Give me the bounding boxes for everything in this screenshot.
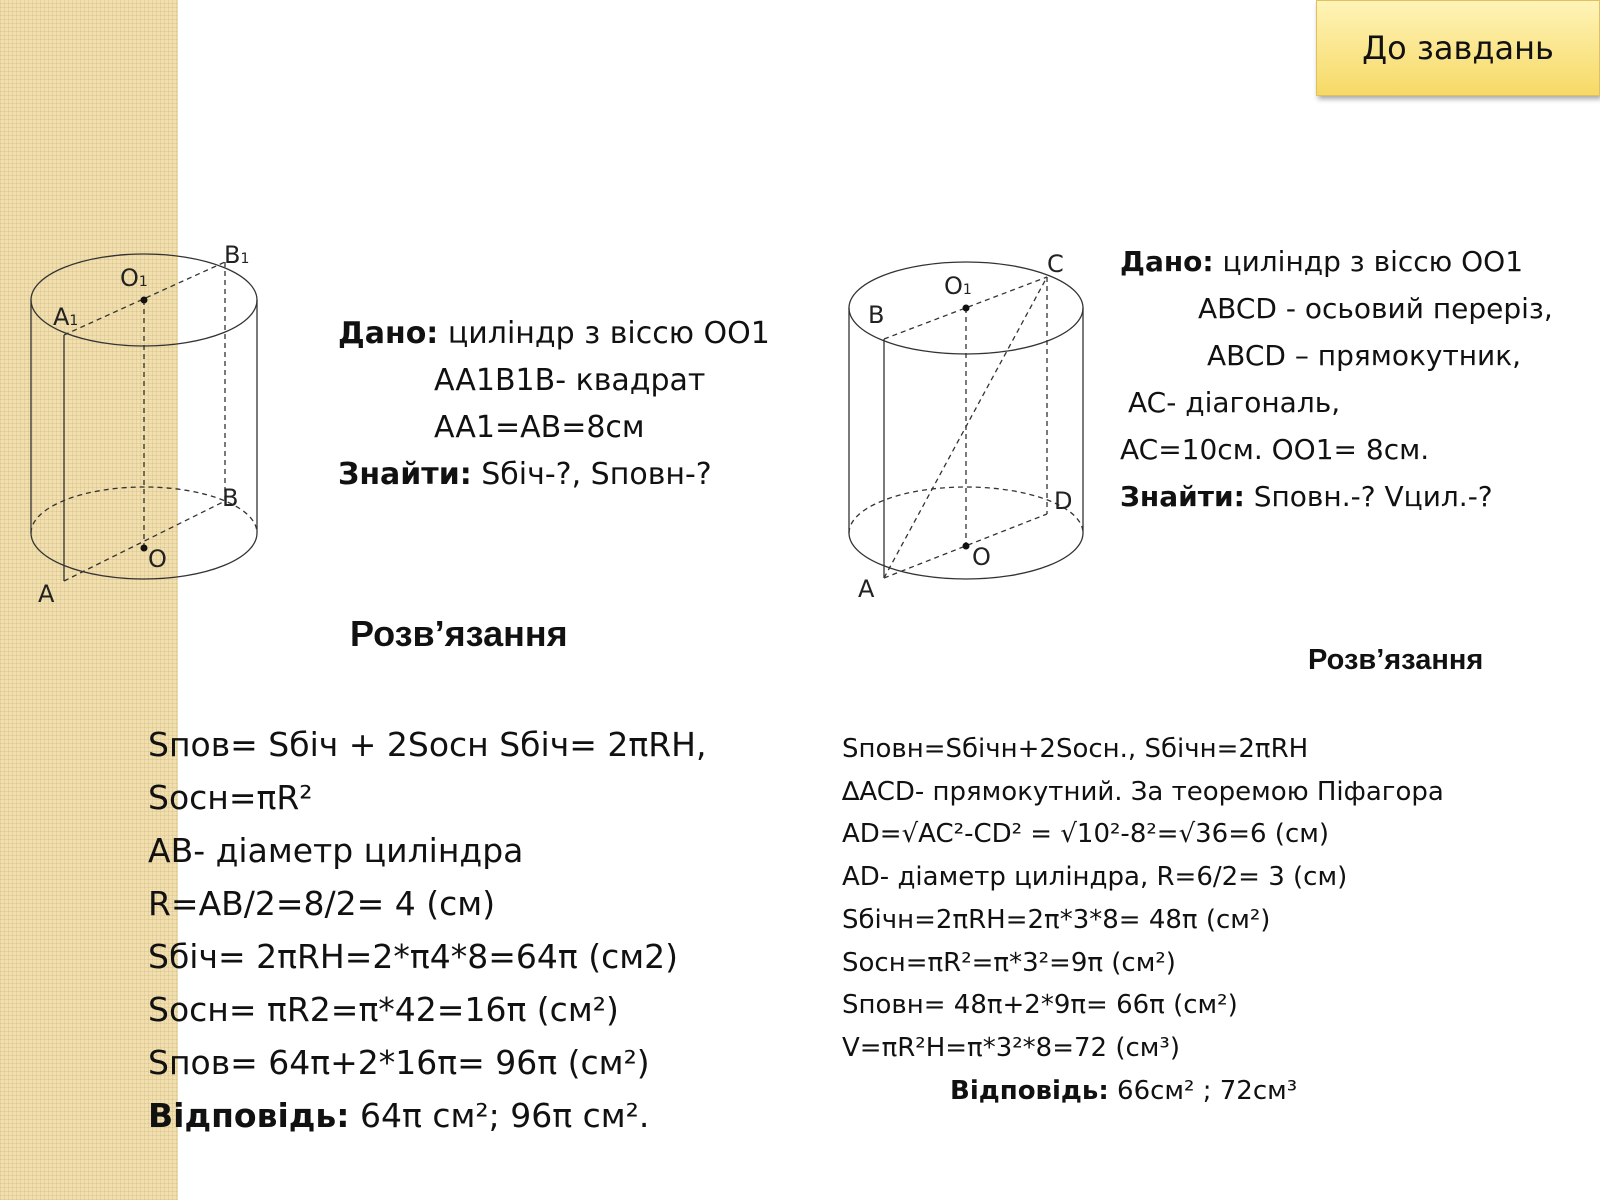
svg-text:O1: O1 [120,264,148,292]
solution-line: V=πR²H=π*3²*8=72 (см³) [842,1032,1180,1063]
label-b: B [222,484,239,512]
label-b1: B [224,241,241,269]
label-a: A [38,580,55,608]
to-tasks-button[interactable]: До завдань [1316,0,1600,96]
answer-line: Відповідь: 64π см²; 96π см². [148,1096,650,1135]
label-c: C [1047,250,1064,278]
label-a1: A [53,303,70,331]
answer-line: Відповідь: 66см² ; 72см³ [950,1075,1298,1106]
solution-line: R=AB/2=8/2= 4 (см) [148,884,496,923]
diagonal-ac [884,277,1047,578]
solution-line: Sбічн=2πRH=2π*3*8= 48π (см²) [842,904,1271,935]
given-line-5: AC=10см. OO1= 8см. [1120,433,1430,466]
cylinder-figure-1 [0,240,300,610]
problem2-given: Дано: циліндр з віссю OO1 ABCD - осьовий переріз, ABCD – прямокутник, AC- діагональ, AC=10см. OO1= 8см. Знайти: Sповн.-? Vцил.-? [1120,245,1553,513]
label-o1: O [120,264,139,292]
find-label: Знайти: [338,457,472,492]
svg-text:O1: O1 [944,272,972,300]
problem1-given: Дано: циліндр з віссю OO1 AA1B1B- квадрат AA1=AB=8см Знайти: Sбіч-?, Sповн-? [338,316,770,492]
given-line-3: ABCD – прямокутник, [1207,339,1522,372]
given-label: Дано: [1120,245,1214,278]
find-label: Знайти: [1120,480,1245,513]
label-a: A [858,575,875,603]
solution-line: AD=√AC²-CD² = √10²-8²=√36=6 (см) [842,819,1330,850]
bottom-front-arc [31,533,257,579]
label-o: O [972,543,991,571]
solution-line: Sповн= 48π+2*9π= 66π (см²) [842,990,1238,1021]
problem1-solution [148,718,706,1142]
solution-heading-1: Розв’язання [350,613,568,654]
solution-line: AB- діаметр циліндра [148,831,524,870]
solution-line: ∆ACD- прямокутний. За теоремою Піфагора [842,776,1444,807]
solution-line: Sосн=πR²=π*3²=9π (см²) [842,947,1176,978]
given-line-4: AC- діагональ, [1128,386,1341,419]
given-label: Дано: [338,316,439,351]
given-line-2: ABCD - осьовий переріз, [1198,292,1553,325]
solution-line: Sбіч= 2πRH=2*π4*8=64π (см2) [148,937,678,976]
cylinder-figure-2 [830,240,1090,610]
solution-line: Sповн=Sбічн+2Sосн., Sбічн=2πRH [842,734,1309,764]
svg-text:B1: B1 [224,241,250,269]
problem2-solution [842,728,1444,1112]
label-o1: O [944,272,963,300]
svg-text:A1: A1 [53,303,79,331]
label-b: B [868,301,885,329]
answer-label: Відповідь: [950,1075,1109,1106]
solution-heading-2: Розв’язання [1308,644,1484,676]
solution-line: Sпов= Sбіч + 2Sосн Sбіч= 2πRH, [148,725,707,764]
solution-line: Sпов= 64π+2*16π= 96π (см²) [148,1043,650,1082]
solution-line: Sосн= πR2=π*42=16π (см²) [148,990,619,1029]
solution-line: Sосн=πR² [148,778,313,817]
given-line-2: AA1B1B- квадрат [434,363,706,398]
answer-label: Відповідь: [148,1096,350,1135]
label-o: O [148,545,167,573]
label-d: D [1054,487,1073,515]
solution-line: AD- діаметр циліндра, R=6/2= 3 (см) [842,862,1348,893]
given-line-3: AA1=AB=8см [434,410,645,445]
